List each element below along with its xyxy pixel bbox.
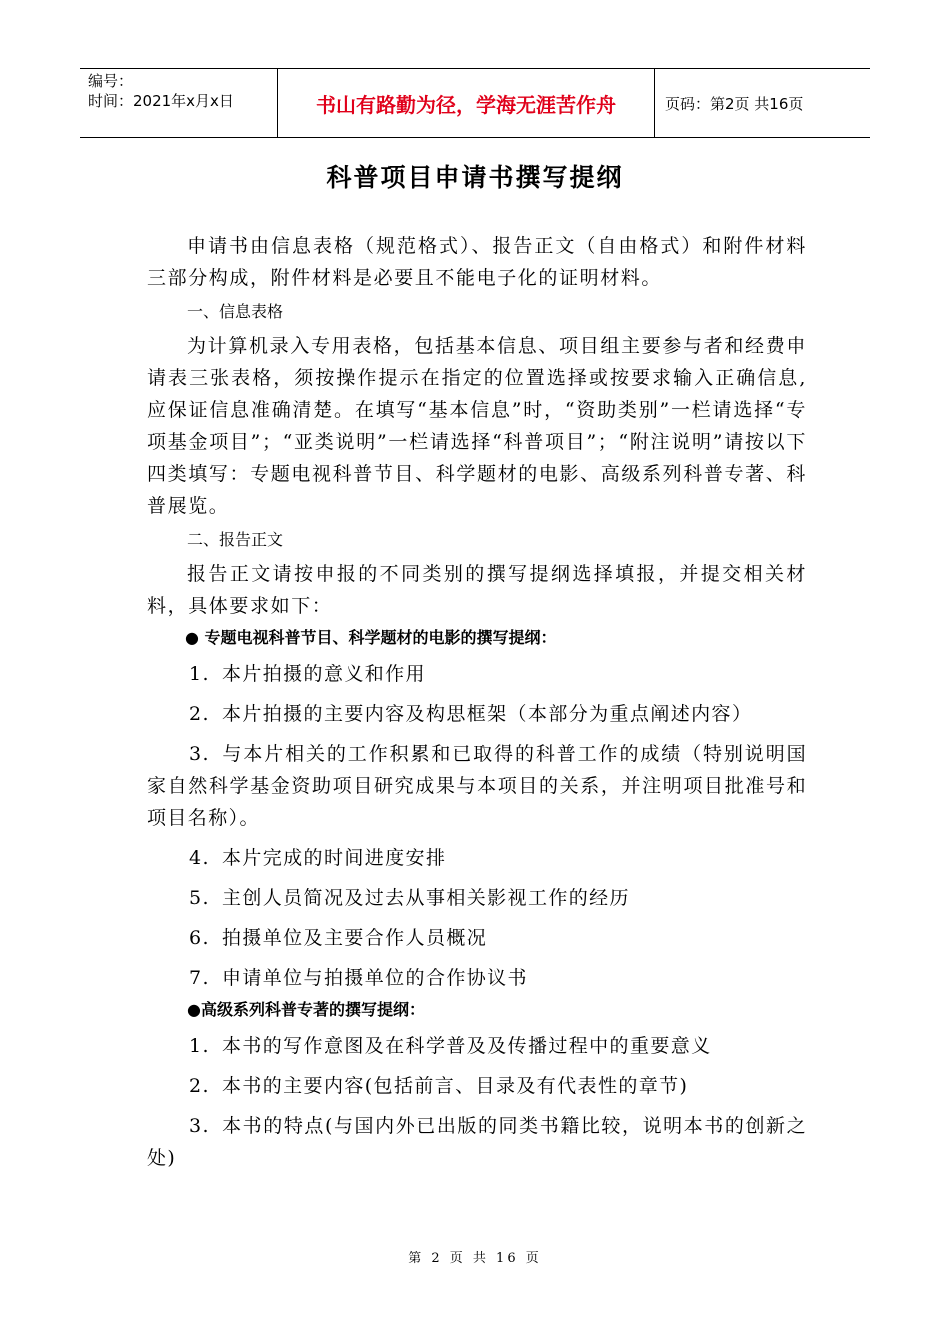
list-item — [147, 882, 807, 914]
item-number: 1. — [189, 663, 210, 685]
item-text: 本书的写作意图及在科学普及及传播过程中的重要意义 — [221, 1035, 712, 1057]
header-left-cell — [80, 69, 278, 137]
item-number: 7. — [189, 967, 210, 989]
intro-paragraph: 申请书由信息表格（规范格式）、报告正文（自由格式）和附件材料三部分构成，附件材料是必要且不能电子化的证明材料。 — [147, 235, 807, 289]
time-label: 时间：2021年x月x日 — [88, 92, 234, 110]
list-item — [147, 842, 807, 874]
list-item — [147, 922, 807, 954]
item-number: 2. — [189, 1075, 210, 1097]
item-number: 5. — [189, 887, 210, 909]
motto: 书山有路勤为径，学海无涯苦作舟 — [278, 69, 655, 137]
section1-body: 为计算机录入专用表格，包括基本信息、项目组主要参与者和经费申请表三张表格，须按操作提示在指定的位置选择或按要求输入正确信息,应保证信息准确清楚。在填写“基本信息”时，“资助类别”一栏请选择“专项基金项目”；“亚类说明”一栏请选择“科普项目”；“附注说明”请按以下四类填写：专题电视科普节目、科学题材的电影、高级系列科普专著、科普展览。 — [147, 335, 807, 517]
list-item — [147, 658, 807, 690]
item-text: 申请单位与拍摄单位的合作协议书 — [221, 967, 528, 989]
item-text: 拍摄单位及主要合作人员概况 — [221, 927, 488, 949]
item-number: 6. — [189, 927, 210, 949]
item-number: 2. — [189, 703, 210, 725]
item-text: 与本片相关的工作积累和已取得的科普工作的成绩（特别说明国家自然科学基金资助项目研究成果与本项目的关系，并注明项目批准号和项目名称）。 — [147, 743, 807, 829]
book-outline-heading: ●高级系列科普专著的撰写提纲： — [187, 1000, 425, 1019]
item-number: 3. — [189, 1115, 210, 1137]
list-item — [147, 1070, 807, 1102]
number-label: 编号： — [88, 72, 134, 90]
list-item — [147, 698, 807, 730]
section2-heading: 二、报告正文 — [187, 530, 284, 549]
document-body — [147, 230, 807, 1174]
header-table — [80, 68, 870, 138]
list-item — [147, 1110, 807, 1174]
list-item — [147, 1030, 807, 1062]
item-number: 4. — [189, 847, 210, 869]
item-text: 本片拍摄的主要内容及构思框架（本部分为重点阐述内容） — [221, 703, 753, 725]
list-item — [147, 738, 807, 834]
document-title: 科普项目申请书撰写提纲 — [326, 163, 624, 192]
section1-heading: 一、信息表格 — [187, 302, 284, 321]
list-item — [147, 962, 807, 994]
film-outline-heading: ● 专题电视科普节目、科学题材的电影的撰写提纲： — [185, 628, 557, 647]
item-text: 本片拍摄的意义和作用 — [221, 663, 426, 685]
item-number: 3. — [189, 743, 210, 765]
page-footer: 第 2 页 共 16 页 — [408, 1251, 542, 1266]
item-text: 主创人员简况及过去从事相关影视工作的经历 — [221, 887, 630, 909]
item-text: 本片完成的时间进度安排 — [221, 847, 447, 869]
page-info: 页码：第2页 共16页 — [665, 94, 804, 113]
item-text: 本书的主要内容(包括前言、目录及有代表性的章节) — [221, 1075, 689, 1097]
item-number: 1. — [189, 1035, 210, 1057]
section2-body: 报告正文请按申报的不同类别的撰写提纲选择填报，并提交相关材料，具体要求如下： — [147, 563, 807, 617]
item-text: 本书的特点(与国内外已出版的同类书籍比较，说明本书的创新之处) — [147, 1115, 807, 1169]
